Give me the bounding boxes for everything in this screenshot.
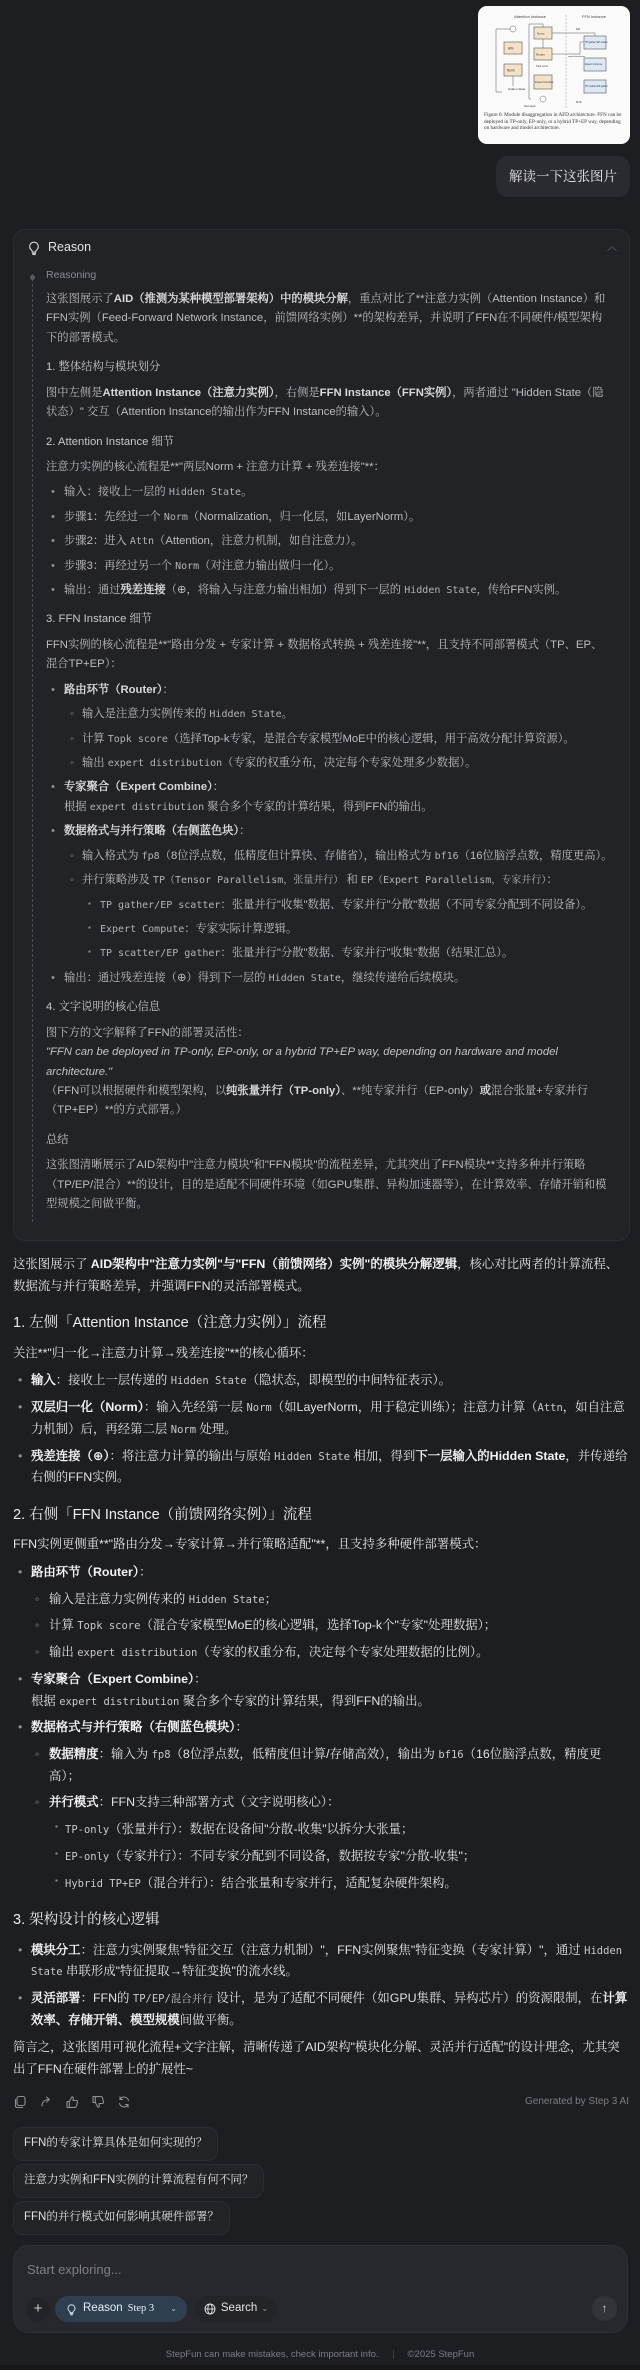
reason-panel bbox=[13, 229, 630, 1241]
answer-paragraph: 关注**"归一化→注意力计算→残差连接"**的核心循环： bbox=[13, 1345, 314, 1360]
ffn-details-list bbox=[46, 681, 613, 988]
reason-panel-header[interactable] bbox=[14, 230, 629, 266]
list-item: ▪ Expert Compute：专家实际计算逻辑。 bbox=[46, 920, 613, 939]
svg-text:Next layer: Next layer bbox=[524, 105, 536, 108]
assistant-answer bbox=[13, 1248, 629, 2087]
svg-text:Norm: Norm bbox=[537, 31, 545, 36]
list-item: ◦ 计算 Topk score（混合专家模型MoE的核心逻辑，选择Top-k个"专家"处理数据）； bbox=[13, 1615, 629, 1637]
reasoning-summary-heading: 总结 bbox=[46, 1133, 69, 1146]
generated-by-label: Generated by Step 3 AI bbox=[525, 2096, 629, 2108]
answer-closing: 简言之，这张图用可视化流程+文字注解，清晰传递了AID架构"模块化分解、灵活并行适配"的设计理念，尤其突出了FFN在硬件部署上的扩展性~ bbox=[13, 2040, 620, 2077]
reason-label: Reason bbox=[83, 2302, 123, 2315]
svg-text:Expert Compute: Expert Compute bbox=[585, 63, 603, 66]
list-item: • 数据格式与并行策略（右侧蓝色块）： bbox=[46, 822, 613, 841]
list-item: • 路由环节（Router）： bbox=[13, 1562, 629, 1584]
suggested-questions bbox=[13, 2127, 264, 2238]
reasoning-content bbox=[14, 266, 629, 1214]
reason-mode-toggle[interactable] bbox=[55, 2296, 187, 2322]
disclaimer-text: StepFun can make mistakes, check important info. bbox=[165, 2349, 379, 2360]
answer-paragraph: FFN实例更侧重**"路由分发→专家计算→并行策略适配"**，且支持多种硬件部署模式： bbox=[13, 1537, 487, 1552]
reasoning-heading-4: 4. 文字说明的核心信息 bbox=[46, 1001, 161, 1014]
list-item: • 输入：接收上一层的 Hidden State。 bbox=[46, 483, 613, 502]
list-item: • 输入：接收上一层传递的 Hidden State（隐状态，即模型的中间特征表示）。 bbox=[13, 1370, 629, 1392]
list-item: ◦ 计算 Topk score（选择Top-k专家，是混合专家模型MoE中的核心逻辑，用于高效分配计算资源）。 bbox=[46, 730, 613, 749]
diagram-figure bbox=[484, 12, 624, 110]
add-attachment-button[interactable] bbox=[26, 2297, 50, 2321]
arrow-up-icon: ↑ bbox=[601, 2301, 608, 2316]
send-button[interactable] bbox=[592, 2296, 617, 2321]
svg-text:expert distribution: expert distribution bbox=[568, 56, 586, 58]
reasoning-paragraph: 图中左侧是Attention Instance（注意力实例），右侧是FFN Instance（FFN实例），两者通过 "Hidden State（隐状态）" 交互（Attention Instance的输出作为FFN Instance的输入）。 bbox=[46, 386, 604, 419]
list-item: • 双层归一化（Norm）：输入先经第一层 Norm（如LayerNorm，用于稳定训练）；注意力计算（Attn，如自注意力机制）后，再经第二层 Norm 处理。 bbox=[13, 1397, 629, 1440]
answer-heading-2: 2. 右侧「FFN Instance（前馈网络实例）」流程 bbox=[13, 1507, 312, 1523]
svg-text:TP gather/ EP scatter: TP gather/ EP scatter bbox=[585, 41, 608, 44]
reasoning-label: Reasoning bbox=[46, 269, 97, 281]
regenerate-icon[interactable] bbox=[117, 2095, 131, 2109]
svg-text:Attention Instance: Attention Instance bbox=[514, 14, 547, 19]
list-item: ▪ TP gather/EP scatter：张量并行"收集"数据、专家并行"分散"数据（不同专家分配到不同设备）。 bbox=[46, 896, 613, 915]
svg-text:fp8: fp8 bbox=[576, 27, 580, 31]
svg-text:Topk score: Topk score bbox=[536, 65, 549, 68]
lightbulb-icon bbox=[65, 2303, 78, 2316]
list-item: • 灵活部署：FFN的 TP/EP/混合并行 设计，是为了适配不同硬件（如GPU集群、异构芯片）的资源限制，在计算效率、存储开销、模型规模间做平衡。 bbox=[13, 1988, 629, 2031]
svg-text:bf16: bf16 bbox=[576, 100, 582, 104]
attached-image[interactable] bbox=[478, 6, 630, 144]
reasoning-dot bbox=[30, 275, 35, 280]
list-item: ◦ 输入格式为 fp8（8位浮点数，低精度但计算快、存储省），输出格式为 bf16（16位脑浮点数，精度更高）。 bbox=[46, 847, 613, 866]
svg-text:TP scatter/ EP gather: TP scatter/ EP gather bbox=[585, 85, 608, 88]
reasoning-rail bbox=[32, 274, 33, 1222]
attention-steps-list bbox=[46, 483, 613, 600]
design-logic-list bbox=[13, 1940, 629, 2032]
suggestion-chip[interactable]: FFN的并行模式如何影响其硬件部署？ bbox=[13, 2201, 230, 2235]
suggestion-chip[interactable]: FFN的专家计算具体是如何实现的？ bbox=[13, 2127, 218, 2161]
answer-heading-1: 1. 左侧「Attention Instance（注意力实例）」流程 bbox=[13, 1315, 327, 1332]
reasoning-summary: 这张图清晰展示了AID架构中"注意力模块"和"FFN模块"的流程差异，尤其突出了FFN模块**支持多种并行策略（TP/EP/混合）**的设计，目的是适配不同硬件环境（如GPU集群、异构加速器等），在计算效率、存储开销和模型规模之间做平衡。 bbox=[46, 1159, 607, 1211]
list-item: • 步骤2：进入 Attn（Attention，注意力机制，如自注意力）。 bbox=[46, 532, 613, 551]
message-composer bbox=[13, 2245, 628, 2333]
reasoning-heading-1: 1. 整体结构与模块划分 bbox=[46, 361, 161, 374]
chevron-down-icon[interactable]: ⌄ bbox=[170, 2304, 177, 2314]
list-item: ◦ 并行策略涉及 TP（Tensor Parallelism，张量并行） 和 EP（Expert Parallelism，专家并行）： bbox=[46, 871, 613, 890]
list-item: • 数据格式与并行策略（右侧蓝色模块）： bbox=[13, 1717, 629, 1739]
message-input[interactable]: Start exploring... bbox=[27, 2262, 122, 2277]
list-item: • 步骤1：先经过一个 Norm（Normalization，归一化层，如LayerNorm）。 bbox=[46, 508, 613, 527]
share-icon[interactable] bbox=[39, 2095, 53, 2109]
thumbs-down-icon[interactable] bbox=[91, 2095, 105, 2109]
bottom-edge bbox=[0, 2365, 640, 2370]
list-item: ▪ TP-only（张量并行）：数据在设备间"分散-收集"以拆分大张量； bbox=[13, 1819, 629, 1841]
list-item: ◦ 输出 expert distribution（专家的权重分布，决定每个专家处理多少数据）。 bbox=[46, 754, 613, 773]
svg-text:Router: Router bbox=[536, 52, 546, 57]
svg-text:Attn: Attn bbox=[508, 46, 514, 51]
search-label: Search bbox=[220, 2302, 258, 2315]
list-item: • 输出：通过残差连接（⊕）得到下一层的 Hidden State，继续传递给后续模块。 bbox=[46, 969, 613, 988]
reasoning-heading-3: 3. FFN Instance 细节 bbox=[46, 613, 153, 626]
figure-caption: Figure 6: Module disaggregation in AFD architecture. FFN can be deployed in TP-only, EP-only, or a hybrid TP+EP way, depending on hardware and model architecture. bbox=[484, 112, 622, 131]
copyright-text: ©2025 StepFun bbox=[407, 2349, 475, 2360]
list-item: • 路由环节（Router）： bbox=[46, 681, 613, 700]
copy-icon[interactable] bbox=[13, 2095, 27, 2109]
list-item: ▪ EP-only（专家并行）：不同专家分配到不同设备，数据按专家"分散-收集"； bbox=[13, 1846, 629, 1868]
attention-flow-list bbox=[13, 1370, 629, 1489]
chevron-down-icon[interactable]: ⌄ bbox=[261, 2304, 269, 2314]
message-actions bbox=[13, 2092, 629, 2112]
composer-toolbar bbox=[26, 2296, 277, 2322]
suggestion-chip[interactable]: 注意力实例和FFN实例的计算流程有何不同？ bbox=[13, 2164, 264, 2198]
globe-icon bbox=[204, 2303, 216, 2315]
list-item: • 模块分工：注意力实例聚焦"特征交互（注意力机制）"，FFN实例聚焦"特征变换（专家计算）"，通过 Hidden State 串联形成"特征提取→特征变换"的流水线。 bbox=[13, 1940, 629, 1983]
answer-heading-3: 3. 架构设计的核心逻辑 bbox=[13, 1912, 160, 1929]
list-item: ▪ TP scatter/EP gather：张量并行"分散"数据、专家并行"收集"数据（结果汇总）。 bbox=[46, 944, 613, 963]
list-item: ◦ 并行模式：FFN支持三种部署方式（文字说明核心）： bbox=[13, 1792, 629, 1814]
reasoning-paragraph: 注意力实例的核心流程是**"两层Norm + 注意力计算 + 残差连接"**： bbox=[46, 460, 385, 473]
search-mode-toggle[interactable] bbox=[195, 2296, 277, 2322]
user-message-bubble: 解读一下这张图片 bbox=[496, 156, 630, 197]
list-item: • 专家聚合（Expert Combine）： 根据 expert distribution 聚合多个专家的计算结果，得到FFN的输出。 bbox=[13, 1669, 629, 1712]
list-item: ▪ Hybrid TP+EP（混合并行）：结合张量和专家并行，适配复杂硬件架构。 bbox=[13, 1873, 629, 1895]
list-item: ◦ 输入是注意力实例传来的 Hidden State； bbox=[13, 1589, 629, 1611]
lightbulb-icon bbox=[26, 240, 42, 256]
divider bbox=[393, 2350, 394, 2359]
list-item: ◦ 数据精度：输入为 fp8（8位浮点数，低精度但计算/存储高效），输出为 bf16（16位脑浮点数，精度更高）； bbox=[13, 1744, 629, 1787]
chevron-up-icon[interactable]: ︿ bbox=[607, 242, 617, 254]
model-label: Step 3 bbox=[127, 2302, 155, 2314]
list-item: ◦ 输出 expert distribution（专家的权重分布，决定每个专家处理数据的比例）。 bbox=[13, 1642, 629, 1664]
list-item: • 输出：通过残差连接（⊕，将输入与注意力输出相加）得到下一层的 Hidden State，传给FFN实例。 bbox=[46, 581, 613, 600]
svg-text:Norm: Norm bbox=[507, 68, 515, 73]
list-item: • 步骤3：再经过另一个 Norm（对注意力输出做归一化）。 bbox=[46, 557, 613, 576]
list-item: • 残差连接（⊕）：将注意力计算的输出与原始 Hidden State 相加，得到下一层输入的Hidden State，并传递给右侧的FFN实例。 bbox=[13, 1446, 629, 1489]
answer-intro: 这张图展示了 AID架构中"注意力实例"与"FFN（前馈网络）实例"的模块分解逻辑，核心对比两者的计算流程、数据流与并行策略差异，并强调FFN的灵活部署模式。 bbox=[13, 1257, 619, 1293]
reasoning-paragraph: 图下方的文字解释了FFN的部署灵活性： "FFN can be deployed in TP-only, EP-only, or a hybrid TP+EP way, depending on hardware and model architecture." （FFN可以根据硬件和模型架构，以纯张量并行（TP-only）、**纯专家并行（EP-only）或混合张量+专家并行（TP+EP）**的方式部署。） bbox=[46, 1026, 589, 1117]
list-item: • 专家聚合（Expert Combine）： 根据 expert distribution 聚合多个专家的计算结果，得到FFN的输出。 bbox=[46, 778, 613, 817]
reason-title: Reason bbox=[48, 240, 92, 255]
reasoning-heading-2: 2. Attention Instance 细节 bbox=[46, 435, 175, 448]
reasoning-paragraph: FFN实例的核心流程是**"路由分发 + 专家计算 + 数据格式转换 + 残差连接"**，且支持不同部署模式（TP、EP、混合TP+EP）： bbox=[46, 638, 603, 671]
svg-text:Expert Combine: Expert Combine bbox=[535, 81, 554, 84]
footer bbox=[0, 2347, 640, 2363]
svg-text:Hidden State: Hidden State bbox=[508, 87, 526, 91]
list-item: ◦ 输入是注意力实例传来的 Hidden State。 bbox=[46, 705, 613, 724]
plus-icon: + bbox=[33, 2300, 43, 2318]
ffn-flow-list bbox=[13, 1562, 629, 1894]
reasoning-intro: 这张图展示了AID（推测为某种模型部署架构）中的模块分解，重点对比了**注意力实例（Attention Instance）和FFN实例（Feed-Forward Network Instance，前馈网络实例）**的架构差异，并说明了FFN在不同硬件/模型架构下的部署模式。 bbox=[46, 293, 606, 344]
thumbs-up-icon[interactable] bbox=[65, 2095, 79, 2109]
svg-text:FFN Instance: FFN Instance bbox=[582, 14, 607, 19]
